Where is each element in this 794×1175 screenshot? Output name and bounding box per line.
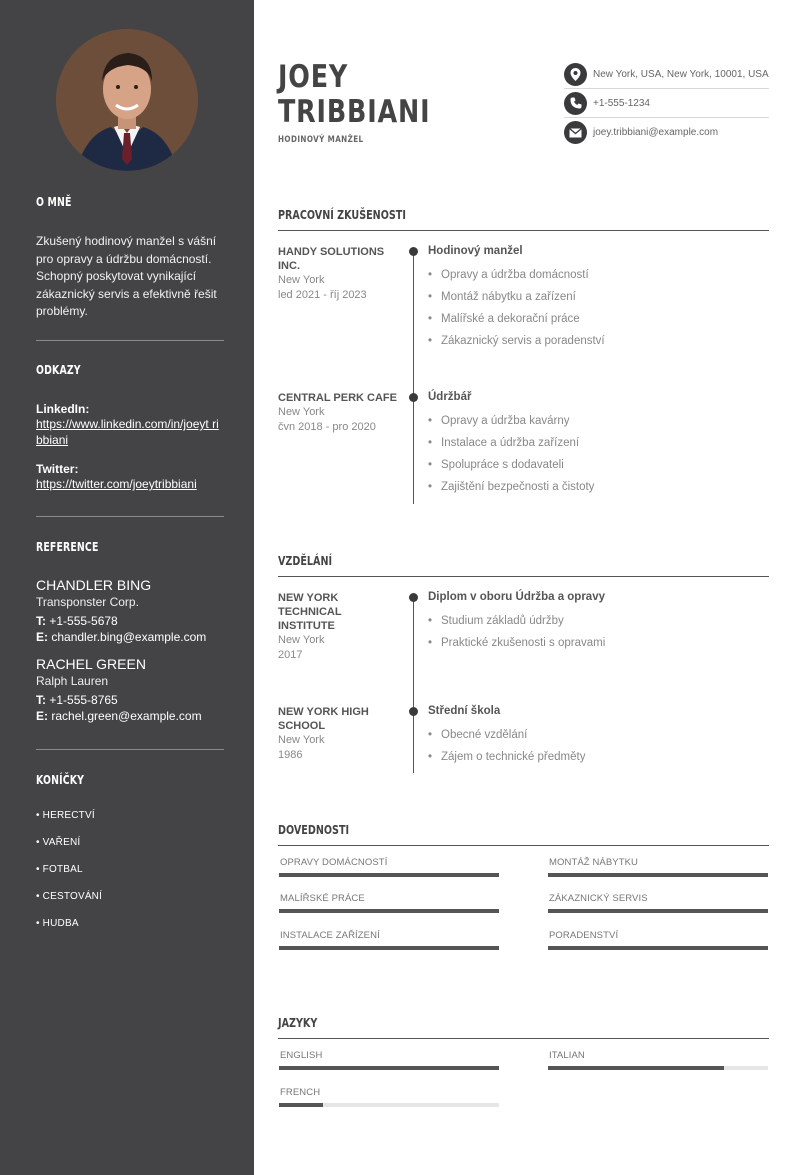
about-text: Zkušený hodinový manžel s vášní pro opravy a údržbu domácností. Schopný poskytovat vynikající zákaznický servis a efektivně řešit problémy. (36, 234, 217, 318)
contact-phone (564, 89, 769, 118)
study-item: • Praktické zkušenosti s opravami (428, 637, 768, 649)
hobbies-section (36, 773, 224, 945)
duty-item: • Instalace a údržba zařízení (428, 437, 768, 449)
skill-item (279, 930, 499, 950)
profile-photo-image (56, 29, 198, 171)
language-item (279, 1050, 499, 1070)
reference-phone: T: +1-555-8765 (36, 693, 118, 707)
sidebar-divider (36, 749, 224, 750)
location: New York (278, 634, 325, 646)
skill-bar-fill (279, 873, 499, 877)
school-name: NEW YORK HIGH SCHOOL (278, 706, 369, 732)
skill-bar (279, 946, 499, 950)
skill-item (548, 930, 768, 950)
twitter-link[interactable]: https://twitter.com/joeytribbiani (36, 477, 197, 491)
language-bar (279, 1103, 499, 1107)
profile-photo (56, 29, 198, 171)
duty-item: • Malířské a dekorační práce (428, 313, 768, 325)
language-bar-fill (279, 1103, 323, 1107)
experience-meta (278, 245, 398, 303)
timeline-line (413, 598, 414, 773)
education-meta (278, 591, 398, 663)
reference-company: Ralph Lauren (36, 674, 109, 688)
education-details (428, 591, 768, 649)
organization-name: CENTRAL PERK CAFE (278, 392, 397, 404)
experience-details (428, 391, 768, 493)
contact-address (564, 60, 769, 89)
skill-item (279, 893, 499, 913)
location: New York (278, 406, 325, 418)
language-bar-fill (279, 1066, 499, 1070)
language-bar-fill (548, 1066, 724, 1070)
link-label: Twitter: (36, 462, 79, 476)
skill-bar-fill (548, 873, 768, 877)
skill-label: INSTALACE ZAŘÍZENÍ (280, 930, 380, 941)
skill-bar (279, 909, 499, 913)
date-range: led 2021 - říj 2023 (278, 289, 367, 301)
education-details (428, 705, 768, 763)
reference-item (36, 577, 224, 644)
timeline-dot (409, 393, 418, 402)
about-title: O MNĚ (36, 195, 72, 209)
sidebar-divider (36, 516, 224, 517)
reference-phone: T: +1-555-5678 (36, 614, 118, 628)
references-title: REFERENCE (36, 540, 99, 554)
hobby-item: • HERECTVÍ (36, 810, 95, 821)
phone-icon (564, 92, 587, 115)
skill-item (548, 893, 768, 913)
last-name: TRIBBIANI (278, 94, 431, 130)
education-meta (278, 705, 398, 763)
study-item: • Obecné vzdělání (428, 729, 768, 741)
duty-item: • Opravy a údržba domácností (428, 269, 768, 281)
link-twitter (36, 462, 224, 492)
email-text[interactable]: joey.tribbiani@example.com (593, 127, 719, 138)
skill-bar (548, 909, 768, 913)
role-title: Hodinový manžel (428, 245, 523, 257)
skill-label: ZÁKAZNICKÝ SERVIS (549, 893, 648, 904)
study-item: • Zájem o technické předměty (428, 751, 768, 763)
sidebar-divider (36, 340, 224, 341)
role-title: Údržbář (428, 391, 472, 403)
graduation-year: 2017 (278, 649, 303, 661)
candidate-name (278, 60, 430, 130)
education-heading (278, 552, 769, 577)
sidebar (0, 0, 254, 1175)
skill-bar-fill (279, 909, 499, 913)
hobby-item: • HUDBA (36, 918, 79, 929)
education-title: VZDĚLÁNÍ (278, 554, 333, 568)
language-bar (279, 1066, 499, 1070)
study-item: • Studium základů údržby (428, 615, 768, 627)
phone-text[interactable]: +1-555-1234 (593, 97, 650, 109)
duty-item: • Zajištění bezpečnosti a čistoty (428, 481, 768, 493)
reference-item (36, 656, 224, 723)
timeline-dot (409, 247, 418, 256)
reference-name: CHANDLER BING (36, 577, 152, 593)
first-name: JOEY (278, 59, 349, 95)
reference-company: Transponster Corp. (36, 595, 139, 609)
references-section (36, 540, 224, 723)
about-section (36, 195, 224, 321)
location: New York (278, 734, 325, 746)
hobby-item: • FOTBAL (36, 864, 83, 875)
timeline-dot (409, 707, 418, 716)
links-section (36, 363, 224, 492)
duty-item: • Zákaznický servis a poradenství (428, 335, 768, 347)
contact-email (564, 118, 769, 147)
hobbies-title: KONÍČKY (36, 773, 85, 787)
school-name: NEW YORK TECHNICAL INSTITUTE (278, 592, 342, 632)
timeline-dot (409, 593, 418, 602)
skills-heading (278, 821, 769, 846)
skill-item (279, 857, 499, 877)
duty-item: • Montáž nábytku a zařízení (428, 291, 768, 303)
hobbies-list (36, 810, 224, 945)
language-label: ENGLISH (280, 1050, 323, 1061)
reference-email: E: chandler.bing@example.com (36, 630, 207, 644)
link-label: LinkedIn: (36, 402, 90, 416)
duty-item: • Spolupráce s dodavateli (428, 459, 768, 471)
languages-heading (278, 1014, 769, 1039)
envelope-icon (564, 121, 587, 144)
reference-name: RACHEL GREEN (36, 656, 146, 672)
location-pin-icon (564, 63, 587, 86)
skill-bar-fill (548, 909, 768, 913)
links-title: ODKAZY (36, 363, 81, 377)
degree-title: Střední škola (428, 705, 501, 717)
organization-name: HANDY SOLUTIONS INC. (278, 246, 385, 272)
language-item (548, 1050, 768, 1070)
job-title: HODINOVÝ MANŽEL (278, 135, 364, 145)
skill-bar-fill (548, 946, 768, 950)
skill-label: OPRAVY DOMÁCNOSTÍ (280, 857, 388, 868)
skill-label: PORADENSTVÍ (549, 930, 619, 941)
graduation-year: 1986 (278, 749, 303, 761)
experience-heading (278, 206, 769, 231)
skill-item (548, 857, 768, 877)
experience-title: PRACOVNÍ ZKUŠENOSTI (278, 208, 406, 222)
language-label: FRENCH (280, 1087, 321, 1098)
skill-bar-fill (279, 946, 499, 950)
degree-title: Diplom v oboru Údržba a opravy (428, 591, 605, 603)
skill-bar (279, 873, 499, 877)
address-text: New York, USA, New York, 10001, USA (593, 68, 769, 80)
timeline-line (413, 252, 414, 504)
duty-item: • Opravy a údržba kavárny (428, 415, 768, 427)
experience-meta (278, 391, 398, 435)
hobby-item: • CESTOVÁNÍ (36, 891, 103, 902)
languages-title: JAZYKY (278, 1016, 318, 1030)
link-linkedin (36, 402, 224, 448)
language-item (279, 1087, 499, 1107)
language-label: ITALIAN (549, 1050, 585, 1061)
skill-label: MALÍŘSKÉ PRÁCE (280, 893, 365, 904)
location: New York (278, 274, 325, 286)
reference-email: E: rachel.green@example.com (36, 709, 202, 723)
linkedin-link[interactable]: https://www.linkedin.com/in/joeyt ribbiani (36, 417, 219, 447)
language-bar (548, 1066, 768, 1070)
skill-bar (548, 946, 768, 950)
skill-label: MONTÁŽ NÁBYTKU (549, 857, 639, 868)
experience-details (428, 245, 768, 347)
skills-title: DOVEDNOSTI (278, 823, 350, 837)
date-range: čvn 2018 - pro 2020 (278, 421, 376, 433)
hobby-item: • VAŘENÍ (36, 837, 81, 848)
skill-bar (548, 873, 768, 877)
